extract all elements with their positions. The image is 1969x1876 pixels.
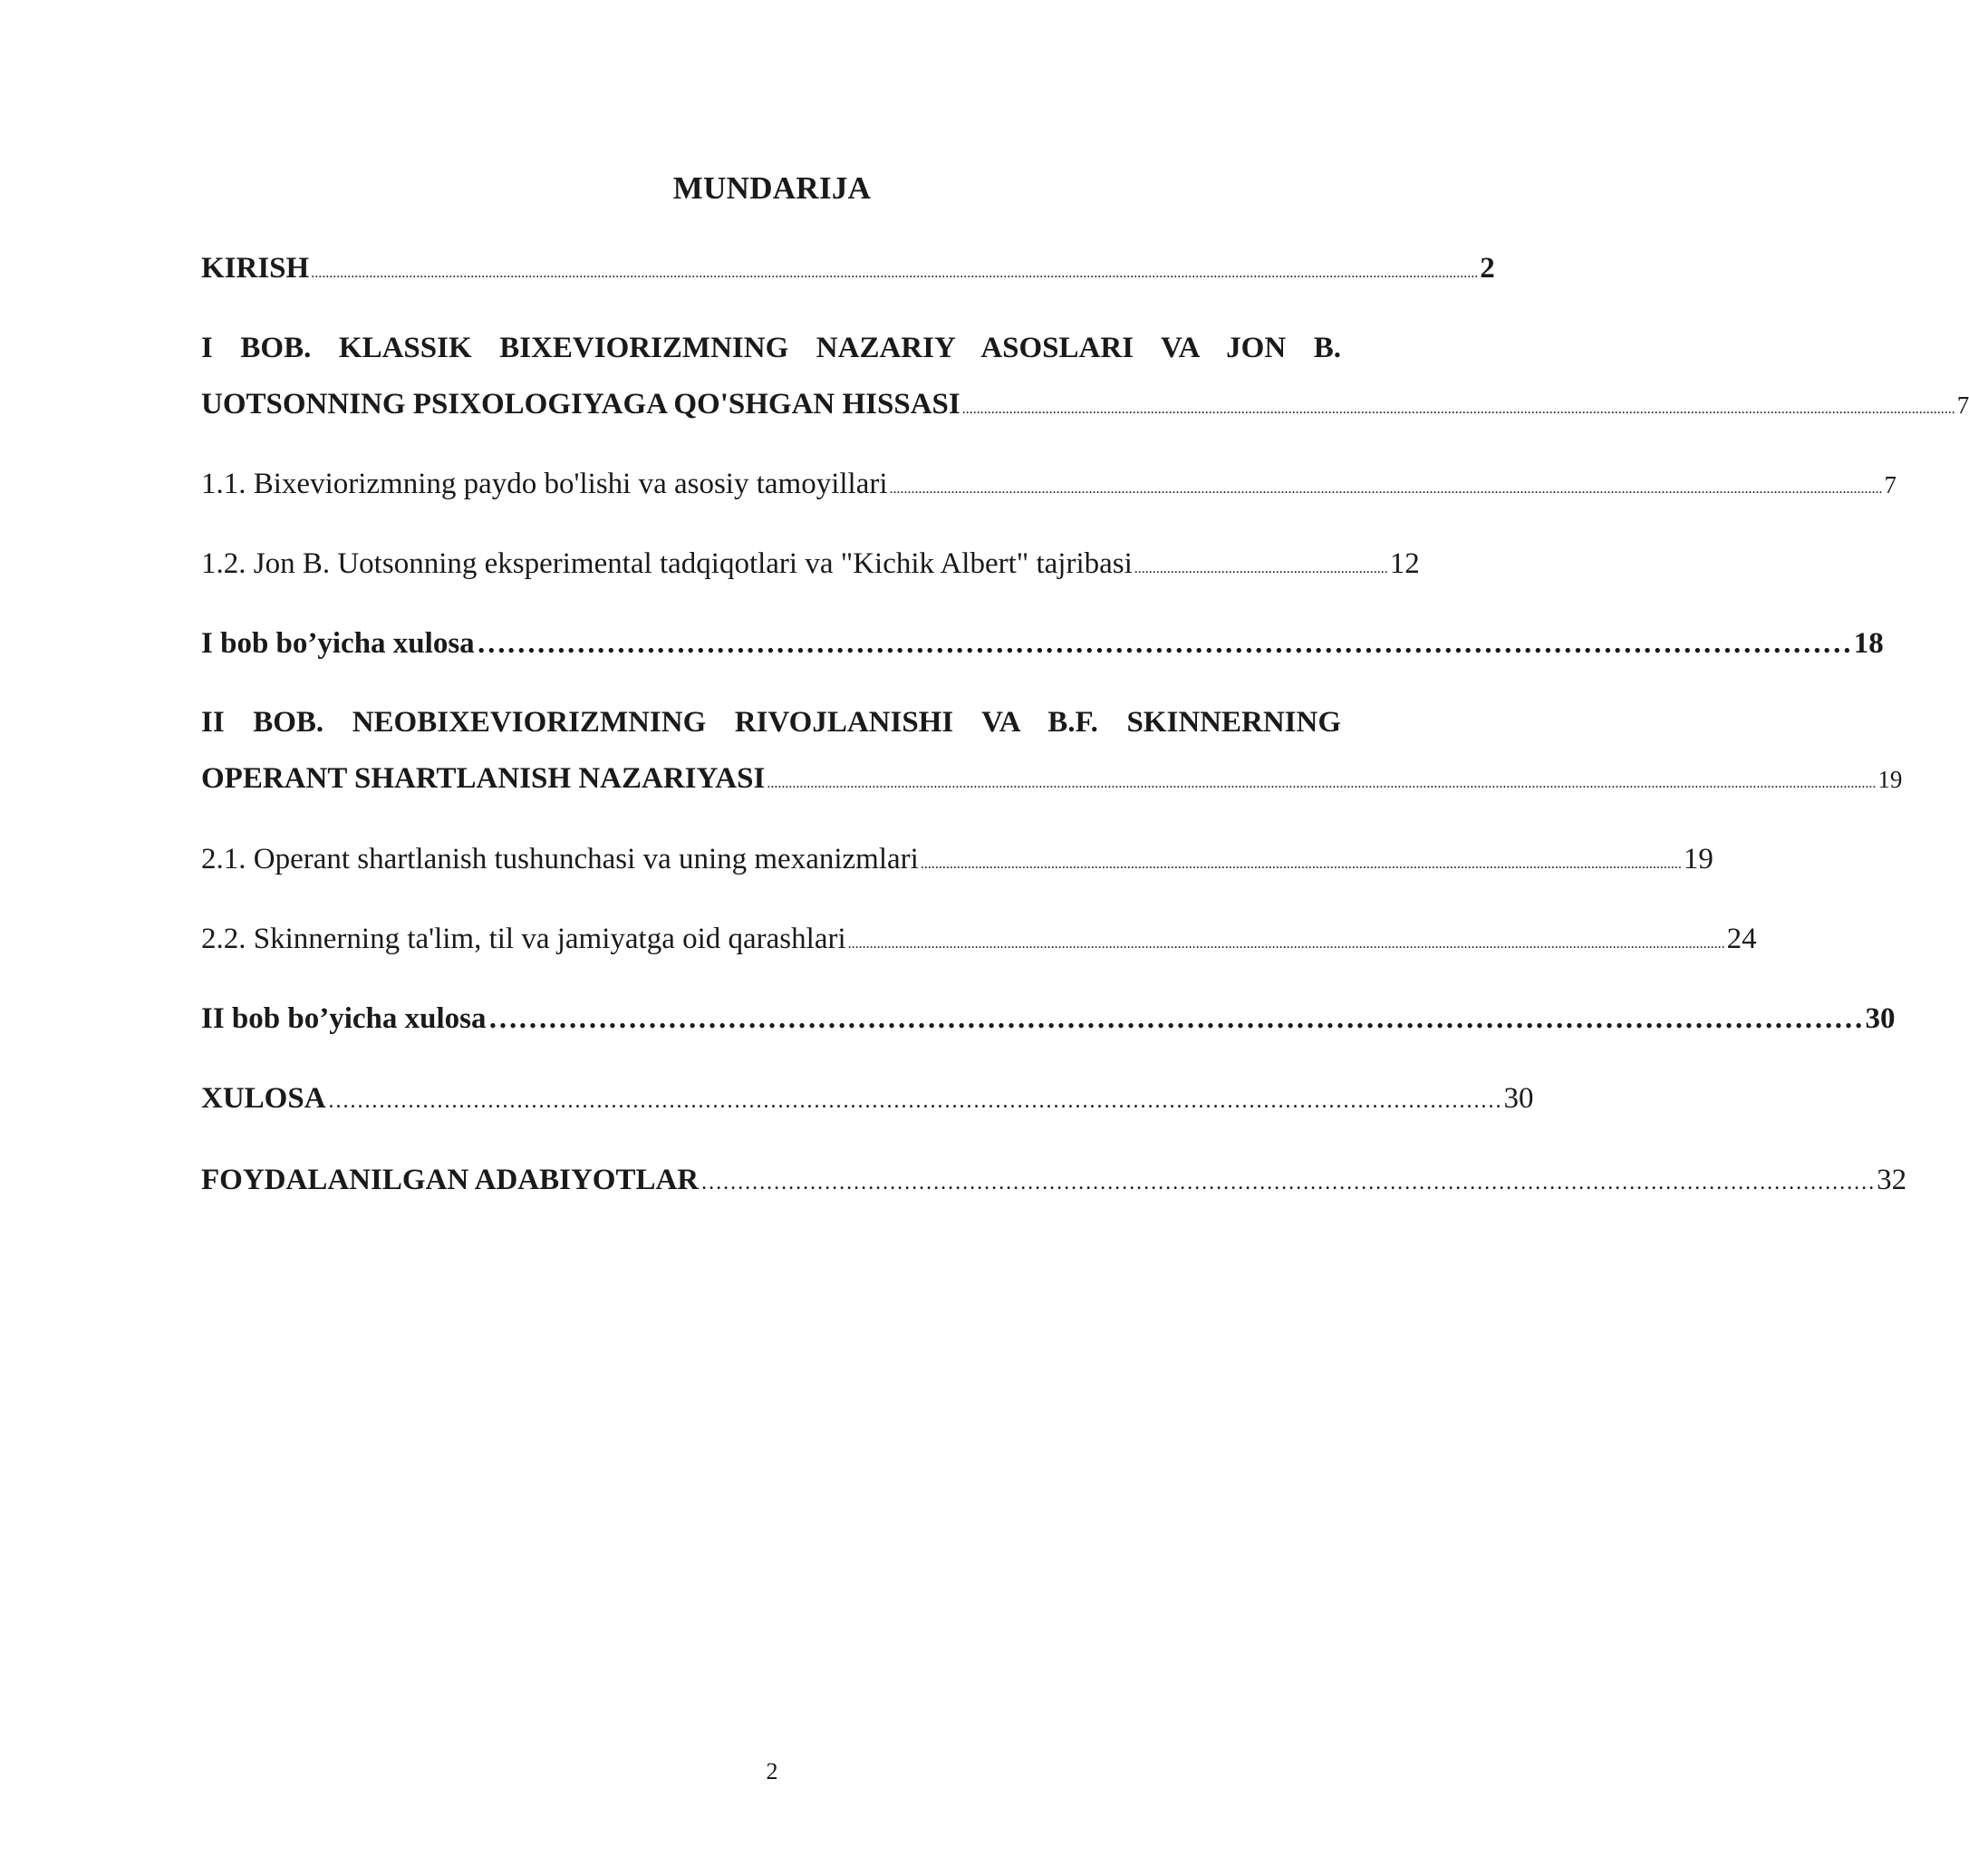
- toc-page-number: 24: [1726, 923, 1757, 955]
- toc-page-number: 30: [1865, 1002, 1896, 1035]
- dot-leader: ..................................................................................................................................................................................................................: [920, 856, 1682, 872]
- toc-entry-chapter-1[interactable]: [201, 330, 1969, 428]
- toc-entry-summary-1[interactable]: [201, 625, 1884, 662]
- toc-entry-label: II bob bo’yicha xulosa: [201, 1002, 487, 1035]
- dot-leader: ..................................................................................................................................................................................................................................................: [847, 936, 1725, 952]
- toc-entry-summary-2[interactable]: [201, 1001, 1896, 1037]
- toc-page-number: 19: [1877, 766, 1903, 793]
- toc-entry-label: 2.1. Operant shartlanish tushunchasi va uning mexanizmlari: [201, 843, 919, 875]
- dot-leader: ………………………………………………………………………………………………………………………………………………: [327, 1089, 1502, 1113]
- toc-entry-label: KIRISH: [201, 252, 310, 285]
- toc-entry-section-2-1[interactable]: [201, 841, 1713, 883]
- toc-entry-label-line2: OPERANT SHARTLANISH NAZARIYASI: [201, 762, 766, 795]
- toc-entry-section-1-2[interactable]: [201, 546, 1420, 587]
- toc-entry-label-line1: I BOB. KLASSIK BIXEVIORIZMNING NAZARIY ASOSLARI VA JON B.: [201, 332, 1341, 364]
- toc-entry-label: 2.2. Skinnerning ta'lim, til va jamiyatga oid qarashlari: [201, 923, 846, 955]
- toc-entry-label: XULOSA: [201, 1082, 326, 1115]
- toc-entry-kirish[interactable]: [201, 250, 1495, 292]
- toc-page-number: 30: [1503, 1082, 1534, 1115]
- toc-heading: MUNDARIJA: [672, 170, 872, 206]
- dot-leader: ………………………………………………………………………………………………………………………………………………: [700, 1171, 1876, 1194]
- toc-entry-label: 1.1. Bixeviorizmning paydo bo'lishi va asosiy tamoyillari: [201, 468, 888, 500]
- toc-entry-section-1-1[interactable]: [201, 466, 1897, 508]
- toc-entry-chapter-2[interactable]: [201, 704, 1903, 802]
- dot-leader: ......................................................................: [1134, 561, 1388, 576]
- toc-entry-label: I bob bo’yicha xulosa: [201, 627, 475, 660]
- toc-page-number: 12: [1389, 547, 1420, 580]
- dot-leader: ..................................................................................................................................................................................................................................................................................: [889, 481, 1883, 497]
- toc-entry-section-2-2[interactable]: [201, 921, 1757, 962]
- toc-entry-label: FOYDALANILGAN ADABIYOTLAR: [201, 1164, 700, 1196]
- toc-page-number: 7: [1956, 392, 1969, 419]
- toc-entry-references[interactable]: [201, 1162, 1907, 1201]
- dot-leader: …………………………………………………………………………………………………………………………: [476, 627, 1852, 660]
- page-number-footer: 2: [766, 1758, 778, 1784]
- toc-page-number: 7: [1884, 471, 1897, 498]
- toc-entry-label-line2: UOTSONNING PSIXOLOGIYAGA QO'SHGAN HISSASI: [201, 388, 960, 421]
- toc-entry-label-line1: II BOB. NEOBIXEVIORIZMNING RIVOJLANISHI VA B.F. SKINNERNING: [201, 706, 1341, 739]
- dot-leader: ..................................................................................................................................................................................................................................................................................................................: [767, 776, 1877, 791]
- toc-page-number: 18: [1853, 627, 1884, 660]
- toc-page-number: 19: [1683, 843, 1713, 875]
- dot-leader: ..................................................................................................................................................................................................................................................................................................................................: [311, 266, 1479, 281]
- dot-leader: …………………………………………………………………………………………………………………………: [487, 1002, 1864, 1035]
- dot-leader: ..................................................................................................................................................................................................................................................................................: [961, 401, 1955, 417]
- toc-entry-label: 1.2. Jon B. Uotsonning eksperimental tadqiqotlari va "Kichik Albert" tajribasi: [201, 547, 1133, 580]
- toc-page-number: 32: [1877, 1164, 1907, 1196]
- toc-entry-xulosa[interactable]: [201, 1080, 1534, 1119]
- toc-page-number: 2: [1480, 252, 1495, 285]
